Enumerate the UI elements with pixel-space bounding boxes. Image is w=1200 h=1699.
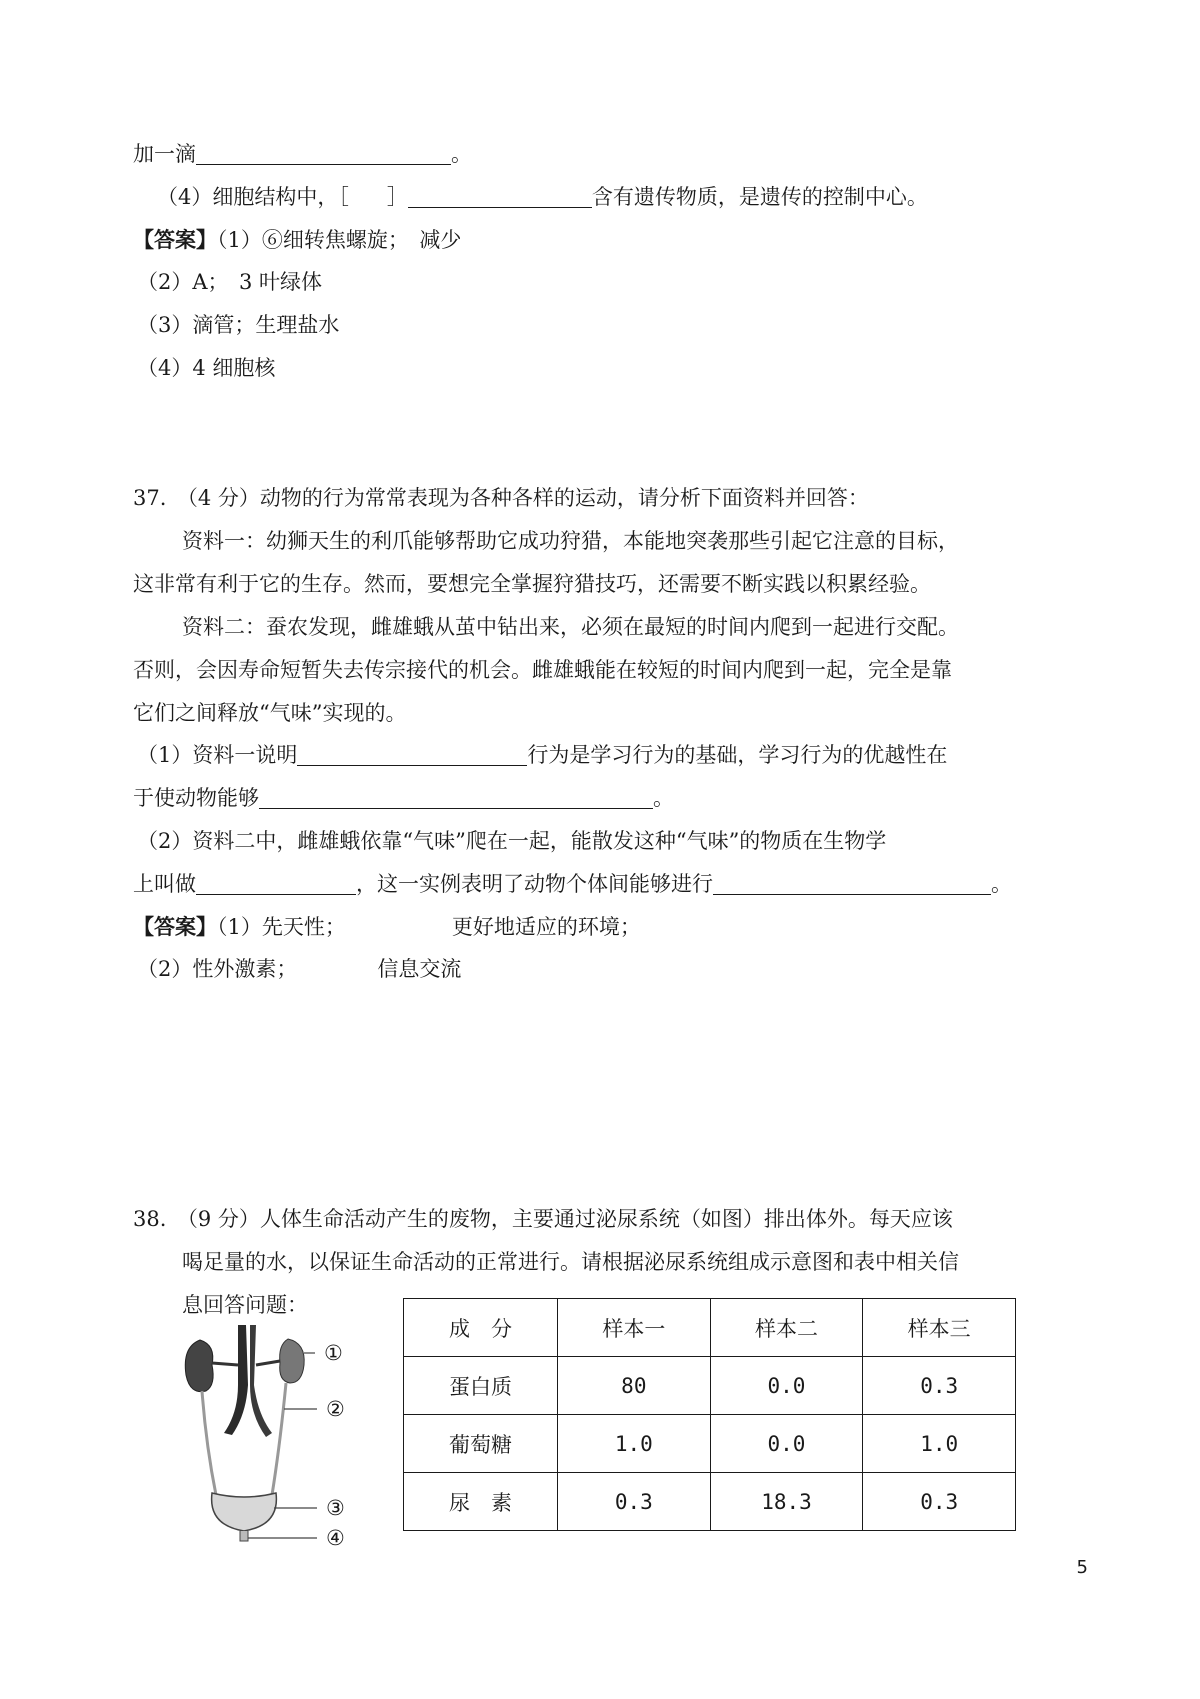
table-header-cell: 成 分 <box>404 1299 558 1357</box>
answer-blank <box>196 872 356 895</box>
answer-blank <box>297 743 527 766</box>
q37-material2-line1: 资料二：蚕农发现，雌雄蛾从茧中钻出来，必须在最短的时间内爬到一起进行交配。 <box>182 615 959 639</box>
top-line1-prefix: 加一滴 <box>133 142 196 166</box>
table-cell: 葡萄糖 <box>404 1415 558 1473</box>
callout-3: ③ <box>326 1496 345 1520</box>
answer-blank <box>713 872 991 895</box>
q37-answer-line-2: （2）性外激素； 信息交流 <box>137 957 462 981</box>
table-row <box>404 1415 1016 1473</box>
callout-2: ② <box>326 1397 345 1421</box>
q38-line-2: 喝足量的水，以保证生命活动的正常进行。请根据泌尿系统组成示意图和表中相关信 <box>182 1250 959 1274</box>
answer-label: 【答案】 <box>133 914 217 939</box>
q37-sub1-line2: 于使动物能够 。 <box>133 786 674 810</box>
q37-material2-line2: 否则，会因寿命短暂失去传宗接代的机会。雌雄蛾能在较短的时间内爬到一起，完全是靠 <box>133 658 952 682</box>
urinary-system-diagram <box>180 1325 370 1550</box>
q37-header: 37. （4 分）动物的行为常常表现为各种各样的运动，请分析下面资料并回答： <box>133 486 869 510</box>
table-header-cell: 样本三 <box>863 1299 1016 1357</box>
answer-blank <box>196 142 451 165</box>
q38-line-3: 息回答问题： <box>182 1293 308 1317</box>
q37-sub2-line1: （2）资料二中，雌雄蛾依靠“气味”爬在一起，能散发这种“气味”的物质在生物学 <box>137 829 887 853</box>
table-cell: 0.0 <box>710 1415 863 1473</box>
table-cell: 18.3 <box>710 1473 863 1531</box>
page-number: 5 <box>1076 1557 1088 1578</box>
answer-line-3: （3）滴管；生理盐水 <box>137 313 340 337</box>
answer-blank <box>408 185 592 208</box>
table-row <box>404 1473 1016 1531</box>
urine-composition-table <box>403 1298 1016 1531</box>
table-row <box>404 1357 1016 1415</box>
answer-blank <box>259 786 653 809</box>
top-line-1: 加一滴 。 <box>133 142 472 166</box>
q37-sub1-line1: （1）资料一说明 行为是学习行为的基础，学习行为的优越性在 <box>137 743 948 767</box>
table-cell: 尿 素 <box>404 1473 558 1531</box>
table-cell: 蛋白质 <box>404 1357 558 1415</box>
table-cell: 1.0 <box>863 1415 1016 1473</box>
q37-answer-line-1: 【答案】（1）先天性； 更好地适应的环境； <box>133 914 641 939</box>
answer-label: 【答案】 <box>133 227 217 252</box>
table-cell: 0.0 <box>710 1357 863 1415</box>
answer-line-4: （4）4 细胞核 <box>137 356 276 380</box>
table-cell: 1.0 <box>558 1415 711 1473</box>
callout-1: ① <box>324 1341 343 1365</box>
q38-line-1: 38. （9 分）人体生命活动产生的废物，主要通过泌尿系统（如图）排出体外。每天应该 <box>133 1207 953 1231</box>
table-cell: 0.3 <box>558 1473 711 1531</box>
q37-material1-line1: 资料一：幼狮天生的利爪能够帮助它成功狩猎，本能地突袭那些引起它注意的目标， <box>182 529 959 553</box>
table-cell: 80 <box>558 1357 711 1415</box>
answer-line-2: （2）A； 3 叶绿体 <box>137 270 323 294</box>
table-header-cell: 样本一 <box>558 1299 711 1357</box>
q37-material2-line3: 它们之间释放“气味”实现的。 <box>133 701 407 725</box>
table-header-row <box>404 1299 1016 1357</box>
q4-line: （4）细胞结构中，［ ］ 含有遗传物质，是遗传的控制中心。 <box>157 185 928 209</box>
q37-sub2-line2: 上叫做 ，这一实例表明了动物个体间能够进行 。 <box>133 872 1012 896</box>
table-cell: 0.3 <box>863 1473 1016 1531</box>
table-header-cell: 样本二 <box>710 1299 863 1357</box>
table-cell: 0.3 <box>863 1357 1016 1415</box>
callout-4: ④ <box>326 1526 345 1550</box>
q37-material1-line2: 这非常有利于它的生存。然而，要想完全掌握狩猎技巧，还需要不断实践以积累经验。 <box>133 572 931 596</box>
answer-line-1: 【答案】（1）⑥细转焦螺旋； 减少 <box>133 227 462 252</box>
